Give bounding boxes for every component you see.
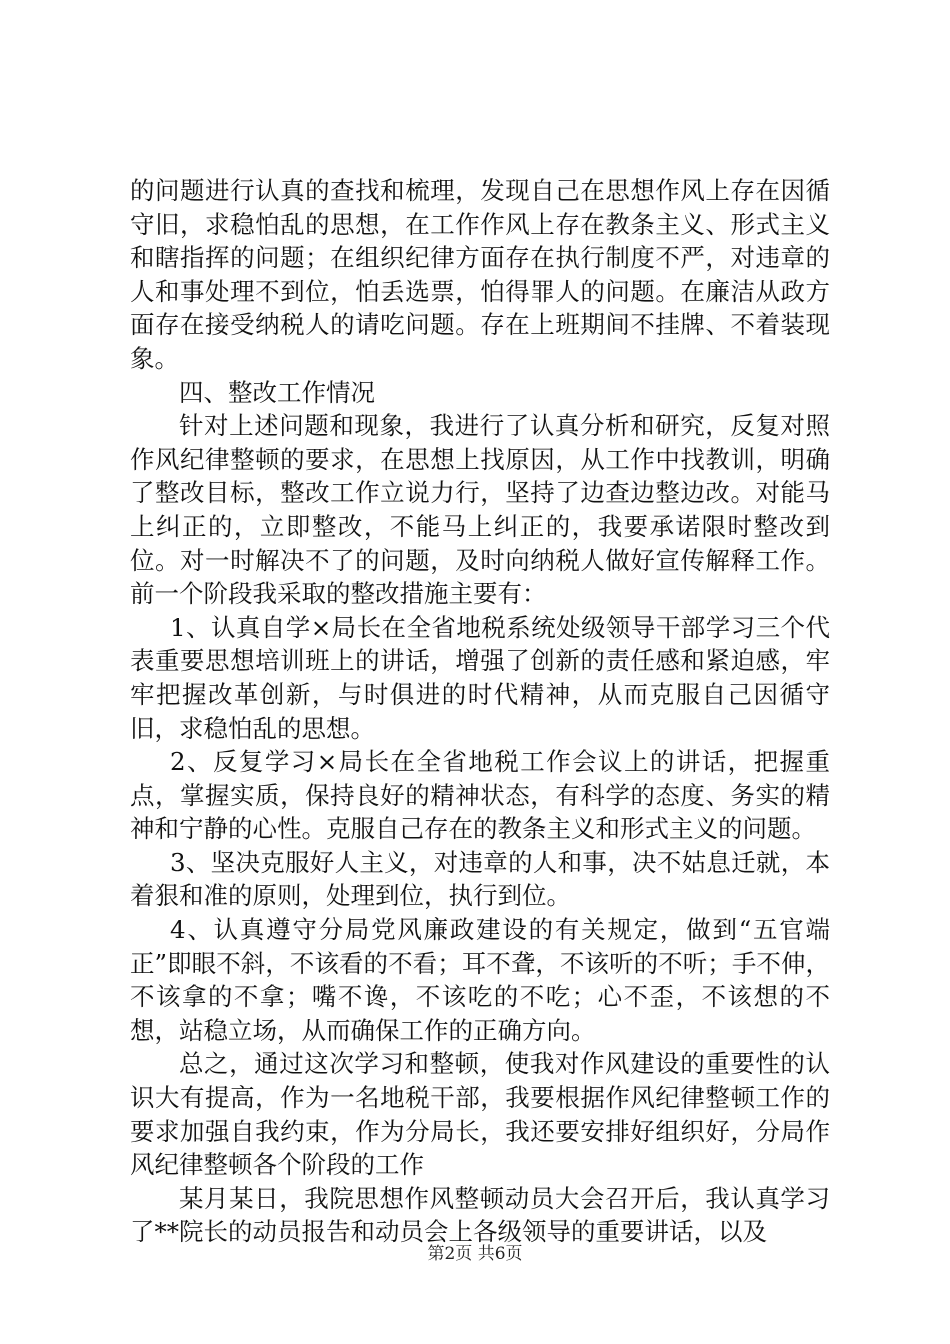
paragraph-continuation: 的问题进行认真的查找和梳理，发现自己在思想作风上存在因循守旧，求稳怕乱的思想，在工作作风上存在教条主义、形式主义和瞎指挥的问题；在组织纪律方面存在执行制度不严，对违章的人和事处理不到位，怕丢选票，怕得罪人的问题。在廉洁从政方面存在接受纳税人的请吃问题。存在上班期间不挂牌、不着装现象。 <box>130 176 830 373</box>
paragraph-rectification-intro: 针对上述问题和现象，我进行了认真分析和研究，反复对照作风纪律整顿的要求，在思想上找原因，从工作中找教训，明确了整改目标，整改工作立说力行，坚持了边查边整边改。对能马上纠正的，立即整改，不能马上纠正的，我要承诺限时整改到位。对一时解决不了的问题，及时向纳税人做好宣传解释工作。前一个阶段我采取的整改措施主要有： <box>130 411 830 609</box>
paragraph-summary: 总之，通过这次学习和整顿，使我对作风建设的重要性的认识大有提高，作为一名地税干部，我要根据作风纪律整顿工作的要求加强自我约束，作为分局长，我还要安排好组织好，分局作风纪律整顿各个阶段的工作 <box>130 1049 830 1180</box>
page-footer <box>0 1243 950 1265</box>
paragraph-measure-2: 2、反复学习×局长在全省地税工作会议上的讲话，把握重点，掌握实质，保持良好的精神状态，有科学的态度、务实的精神和宁静的心性。克服自己存在的教条主义和形式主义的问题。 <box>130 747 830 844</box>
section-heading: 四、整改工作情况 <box>179 377 375 407</box>
paragraph-next-article: 某月某日，我院思想作风整顿动员大会召开后，我认真学习了**院长的动员报告和动员会上各级领导的重要讲话，以及 <box>130 1183 830 1247</box>
paragraph-measure-3: 3、坚决克服好人主义，对违章的人和事，决不姑息迁就，本着狠和准的原则，处理到位，执行到位。 <box>130 847 830 911</box>
document-body <box>130 174 830 1249</box>
paragraph-measure-1: 1、认真自学×局长在全省地税系统处级领导干部学习三个代表重要思想培训班上的讲话，增强了创新的责任感和紧迫感，牢牢把握改革创新，与时俱进的时代精神，从而克服自己因循守旧，求稳怕乱的思想。 <box>130 612 830 743</box>
paragraph-measure-4: 4、认真遵守分局党风廉政建设的有关规定，做到“五官端正”即眼不斜，不该看的不看；耳不聋，不该听的不听；手不伸，不该拿的不拿；嘴不谗，不该吃的不吃；心不歪，不该想的不想，站稳立场，从而确保工作的正确方向。 <box>130 915 830 1045</box>
page-number: 第2页 共6页 <box>427 1244 523 1264</box>
